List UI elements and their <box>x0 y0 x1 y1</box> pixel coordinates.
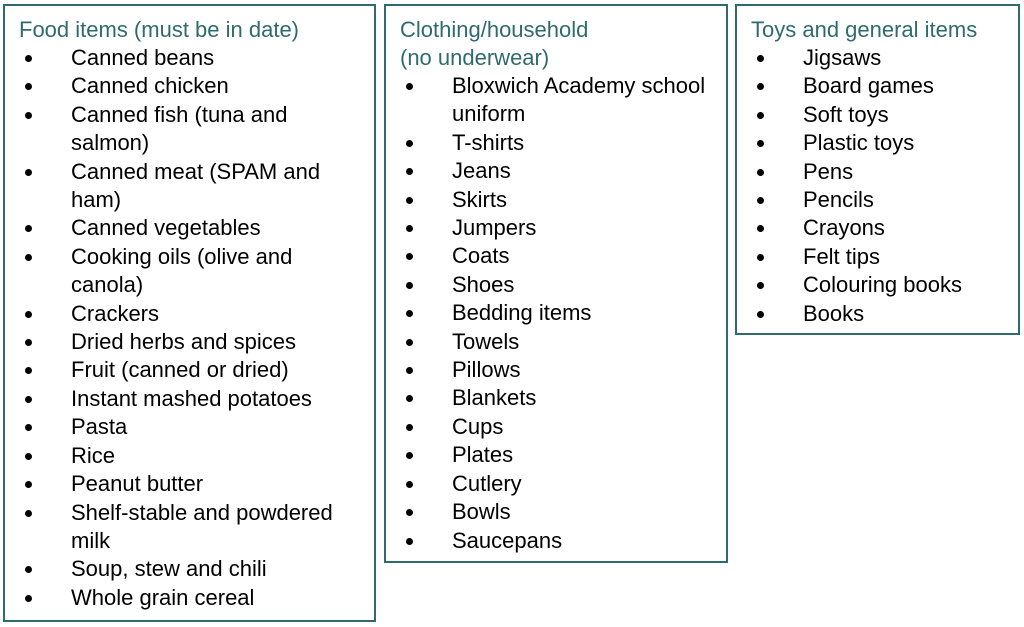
bullet-icon <box>25 595 32 602</box>
bullet-icon <box>406 197 413 204</box>
bullet-icon <box>406 168 413 175</box>
bullet-icon <box>25 339 32 346</box>
list-item <box>5 72 368 100</box>
bullet-icon <box>25 225 32 232</box>
list-item <box>5 101 368 158</box>
list-item <box>5 442 368 470</box>
list-item <box>386 157 720 185</box>
list-item <box>737 300 1012 328</box>
food-items-list <box>5 44 368 612</box>
list-item <box>5 356 368 384</box>
list-item-label: Saucepans <box>452 527 563 553</box>
bullet-icon <box>406 367 413 374</box>
list-item-label: Board games <box>803 73 934 99</box>
list-item-label: Peanut butter <box>71 471 204 497</box>
bullet-icon <box>757 225 764 232</box>
bullet-icon <box>406 339 413 346</box>
bullet-icon <box>406 140 413 147</box>
list-item <box>5 328 368 356</box>
list-item-label: Jumpers <box>452 215 537 241</box>
list-item-label: Rice <box>71 442 116 468</box>
list-item-label: Skirts <box>452 186 507 212</box>
list-item-label: T-shirts <box>452 129 525 155</box>
list-item-label: Colouring books <box>803 272 962 298</box>
list-item <box>5 158 368 215</box>
list-item-label: Bedding items <box>452 300 592 326</box>
clothing-household-box <box>384 4 728 563</box>
list-item-label: Bloxwich Academy school uniform <box>452 73 706 127</box>
list-item <box>737 72 1012 100</box>
list-item <box>386 186 720 214</box>
bullet-icon <box>406 253 413 260</box>
list-item <box>5 385 368 413</box>
toys-general-title: Toys and general items <box>751 17 978 42</box>
list-item-label: Blankets <box>452 385 537 411</box>
list-item <box>386 384 720 412</box>
list-item-label: Shoes <box>452 271 515 297</box>
list-item <box>737 186 1012 214</box>
bullet-icon <box>25 481 32 488</box>
bullet-icon <box>25 510 32 517</box>
list-item-label: Soft toys <box>803 101 889 127</box>
list-item-label: Pens <box>803 158 854 184</box>
list-item-label: Bowls <box>452 499 511 525</box>
list-item-label: Dried herbs and spices <box>71 329 297 355</box>
list-item <box>386 470 720 498</box>
bullet-icon <box>25 424 32 431</box>
list-item-label: Pencils <box>803 187 874 213</box>
list-item-label: Canned chicken <box>71 73 229 99</box>
bullet-icon <box>25 55 32 62</box>
list-item-label: Crackers <box>71 300 160 326</box>
bullet-icon <box>757 282 764 289</box>
list-item <box>386 413 720 441</box>
list-item-label: Shelf-stable and powdered milk <box>71 499 333 553</box>
bullet-icon <box>25 396 32 403</box>
food-items-title: Food items (must be in date) <box>19 17 300 42</box>
list-item <box>386 214 720 242</box>
list-item-label: Coats <box>452 243 510 269</box>
list-item <box>386 299 720 327</box>
list-item <box>5 243 368 300</box>
list-item <box>737 158 1012 186</box>
list-item <box>737 129 1012 157</box>
bullet-icon <box>757 140 764 147</box>
list-item-label: Pasta <box>71 414 128 440</box>
list-item-label: Canned beans <box>71 45 215 70</box>
list-item-label: Books <box>803 300 865 326</box>
list-item-label: Canned meat (SPAM and ham) <box>71 158 321 213</box>
bullet-icon <box>757 254 764 261</box>
list-item <box>737 44 1012 72</box>
list-item <box>386 356 720 384</box>
list-item-label: Cooking oils (olive and canola) <box>71 243 293 298</box>
bullet-icon <box>757 197 764 204</box>
bullet-icon <box>25 112 32 119</box>
bullet-icon <box>25 83 32 90</box>
list-item-label: Whole grain cereal <box>71 584 255 610</box>
bullet-icon <box>25 254 32 261</box>
list-item <box>386 72 720 129</box>
bullet-icon <box>757 311 764 318</box>
bullet-icon <box>25 453 32 460</box>
bullet-icon <box>25 367 32 374</box>
bullet-icon <box>406 395 413 402</box>
list-item <box>5 470 368 498</box>
list-item-label: Cutlery <box>452 470 522 496</box>
list-item <box>5 555 368 583</box>
list-item-label: Jigsaws <box>803 45 882 70</box>
list-item-label: Pillows <box>452 357 521 383</box>
list-item-label: Crayons <box>803 215 885 241</box>
list-item <box>5 499 368 556</box>
list-item-label: Fruit (canned or dried) <box>71 357 289 383</box>
bullet-icon <box>406 282 413 289</box>
bullet-icon <box>406 481 413 488</box>
bullet-icon <box>757 55 764 62</box>
bullet-icon <box>406 83 413 90</box>
food-items-box <box>3 4 376 622</box>
bullet-icon <box>25 566 32 573</box>
list-item-label: Instant mashed potatoes <box>71 385 312 411</box>
bullet-icon <box>25 311 32 318</box>
bullet-icon <box>406 509 413 516</box>
bullet-icon <box>406 424 413 431</box>
list-item <box>737 243 1012 271</box>
list-item <box>5 44 368 72</box>
list-item-label: Plastic toys <box>803 130 915 156</box>
clothing-household-list <box>386 72 720 555</box>
list-item-label: Canned fish (tuna and salmon) <box>71 101 288 156</box>
list-item <box>5 300 368 328</box>
clothing-household-title: Clothing/household (no underwear) <box>400 17 589 70</box>
list-item-label: Towels <box>452 328 520 354</box>
list-item <box>386 441 720 469</box>
list-item-label: Felt tips <box>803 243 881 269</box>
list-item <box>5 413 368 441</box>
list-item <box>5 584 368 612</box>
toys-general-box <box>735 4 1020 335</box>
list-item-label: Plates <box>452 442 514 468</box>
bullet-icon <box>757 83 764 90</box>
bullet-icon <box>757 112 764 119</box>
bullet-icon <box>406 452 413 459</box>
list-item <box>737 214 1012 242</box>
bullet-icon <box>406 225 413 232</box>
list-item-label: Canned vegetables <box>71 215 261 241</box>
list-item <box>5 214 368 242</box>
list-item <box>386 271 720 299</box>
list-item <box>386 527 720 555</box>
list-item <box>737 271 1012 299</box>
list-item-label: Jeans <box>452 158 511 184</box>
list-item-label: Soup, stew and chili <box>71 556 267 582</box>
list-item <box>737 101 1012 129</box>
list-item <box>386 129 720 157</box>
bullet-icon <box>406 538 413 545</box>
bullet-icon <box>406 310 413 317</box>
list-item-label: Cups <box>452 413 504 439</box>
toys-general-list <box>737 44 1012 328</box>
list-item <box>386 328 720 356</box>
bullet-icon <box>25 169 32 176</box>
list-item <box>386 498 720 526</box>
bullet-icon <box>757 169 764 176</box>
list-item <box>386 242 720 270</box>
